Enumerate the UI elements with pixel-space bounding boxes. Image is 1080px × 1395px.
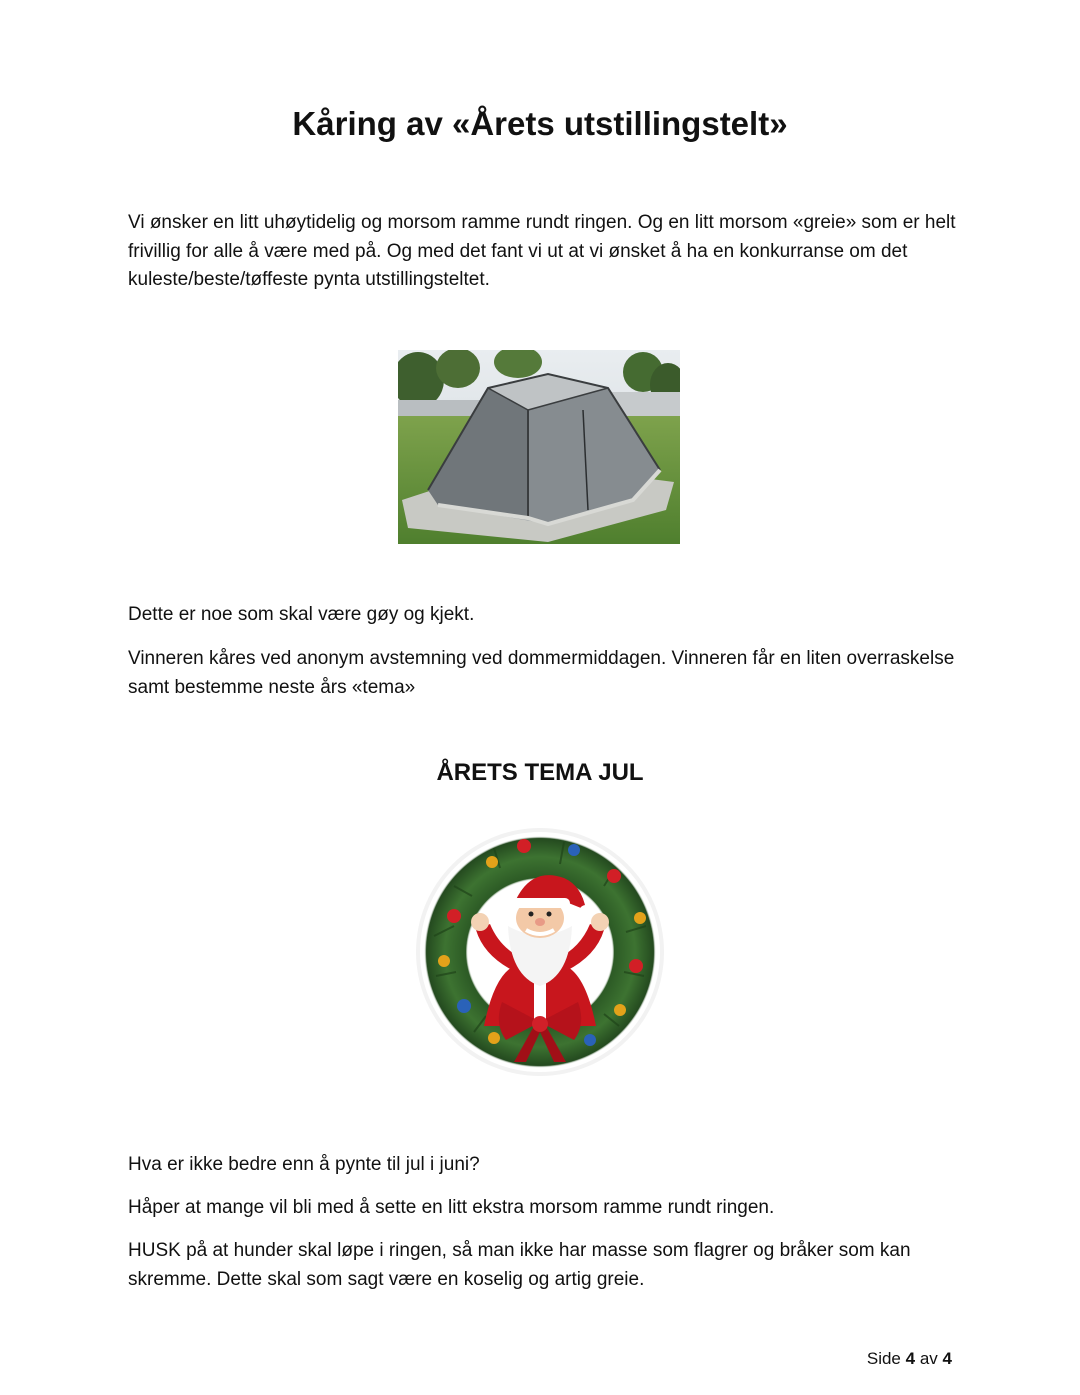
fun-paragraph: Dette er noe som skal være gøy og kjekt. <box>128 604 475 625</box>
june-paragraph: Hva er ikke bedre enn å pynte til jul i juni? <box>128 1154 480 1175</box>
footer-total-pages: 4 <box>942 1349 952 1368</box>
page-title: Kåring av «Årets utstillingstelt» <box>292 105 788 142</box>
winner-paragraph: Vinneren kåres ved anonym avstemning ved dommermiddagen. Vinneren får en liten overraskelse samt bestemme neste års «tema» <box>128 648 955 698</box>
page-number-footer <box>867 1349 952 1369</box>
hope-paragraph: Håper at mange vil bli med å sette en litt ekstra morsom ramme rundt ringen. <box>128 1197 775 1218</box>
footer-separator: av <box>919 1349 938 1368</box>
tent-photo <box>398 350 680 544</box>
footer-prefix: Side <box>866 1349 901 1368</box>
footer-current-page: 4 <box>905 1349 916 1368</box>
theme-heading: ÅRETS TEMA JUL <box>436 759 644 786</box>
intro-paragraph: Vi ønsker en litt uhøytidelig og morsom ramme rundt ringen. Og en litt morsom «greie» som er helt frivillig for alle å være med på. Og med det fant vi ut at vi ønsket å ha en konkurranse om det kuleste/beste/tøffeste pynta utstillingsteltet. <box>128 212 956 290</box>
santa-wreath-image <box>414 826 666 1078</box>
husk-paragraph: HUSK på at hunder skal løpe i ringen, så man ikke har masse som flagrer og bråker som kan skremme. Dette skal som sagt være en koselig og artig greie. <box>128 1240 911 1290</box>
